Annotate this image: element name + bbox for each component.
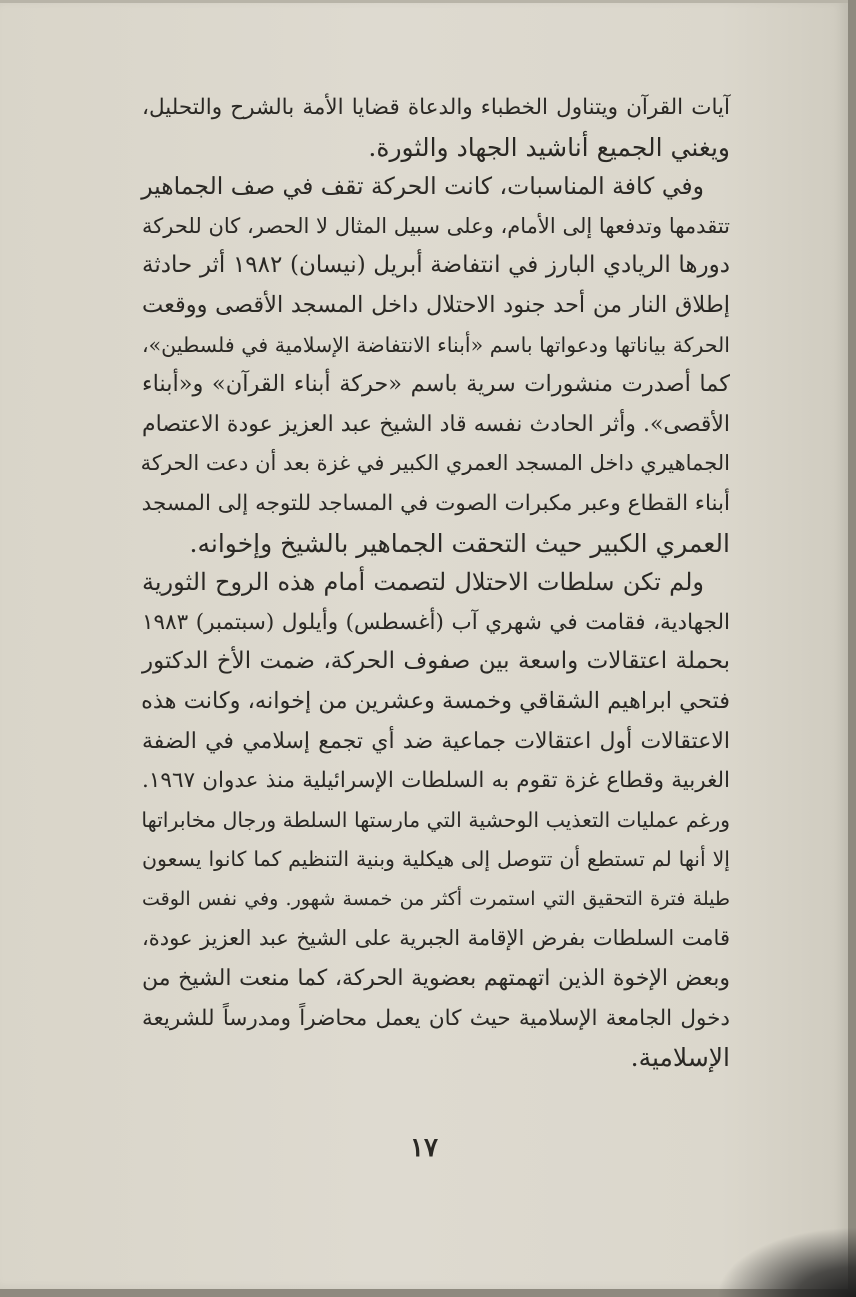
text-line: الاعتقالات أول اعتقالات جماعية ضد أي تجمع إسلامي في الضفة [142,728,730,754]
text-line: أبناء القطاع وعبر مكبرات الصوت في المساجد للتوجه إلى المسجد [141,490,730,516]
text-line: طيلة فترة التحقيق التي استمرت أكثر من خمسة شهور. وفي نفس الوقت [142,887,730,910]
page-corner-shadow [716,1227,856,1297]
text-line: ورغم عمليات التعذيب الوحشية التي مارستها السلطة ورجال مخابراتها [141,807,730,832]
text-line: كما أصدرت منشورات سرية باسم «حركة أبناء القرآن» و«أبناء [142,371,730,398]
text-line: آيات القرآن ويتناول الخطباء والدعاة قضايا الأمة بالشرح والتحليل، [142,95,730,120]
text-line: إلا أنها لم تستطع أن تتوصل إلى هيكلية وبنية التنظيم كما كانوا يسعون [142,847,730,872]
page-number: ١٧ [410,1133,438,1163]
text-line: وبعض الإخوة الذين اتهمتهم بعضوية الحركة، كما منعت الشيخ من [142,966,730,992]
text-line: ويغني الجميع أناشيد الجهاد والثورة. [368,132,730,162]
text-line: دورها الريادي البارز في انتفاضة أبريل (نيسان) ١٩٨٢ أثر حادثة [142,252,731,279]
text-line: الجماهيري داخل المسجد العمري الكبير في غزة بعد أن دعت الحركة [140,451,730,476]
text-line: دخول الجامعة الإسلامية حيث كان يعمل محاضراً ومدرساً للشريعة [142,1005,730,1031]
text-line: بحملة اعتقالات واسعة بين صفوف الحركة، ضمت الأخ الدكتور [142,648,730,675]
text-line: فتحي ابراهيم الشقاقي وخمسة وعشرين من إخوانه، وكانت هذه [141,687,730,714]
text-line: الغربية وقطاع غزة تقوم به السلطات الإسرائيلية منذ عدوان ١٩٦٧. [142,768,730,794]
text-line: قامت السلطات بفرض الإقامة الجبرية على الشيخ عبد العزيز عودة، [142,926,730,951]
text-line: العمري الكبير حيث التحقت الجماهير بالشيخ وإخوانه. [189,528,730,558]
body-text [142,88,730,1078]
text-line: تتقدمها وتدفعها إلى الأمام، وعلى سبيل المثال لا الحصر، كان للحركة [142,213,730,238]
text-line: الحركة بياناتها ودعواتها باسم «أبناء الانتفاضة الإسلامية في فلسطين»، [142,332,730,357]
text-line: الإسلامية. [630,1043,730,1073]
text-line: ولم تكن سلطات الاحتلال لتصمت أمام هذه الروح الثورية [142,568,704,597]
text-line: إطلاق النار من أحد جنود الاحتلال داخل المسجد الأقصى ووقعت [142,291,730,318]
text-line: الجهادية، فقامت في شهري آب (أغسطس) وأيلول (سبتمبر) ١٩٨٣ [142,609,730,635]
text-line: الأقصى». وأثر الحادث نفسه قاد الشيخ عبد العزيز عودة الاعتصام [142,411,730,437]
text-line: وفي كافة المناسبات، كانت الحركة تقف في صف الجماهير [141,172,704,201]
